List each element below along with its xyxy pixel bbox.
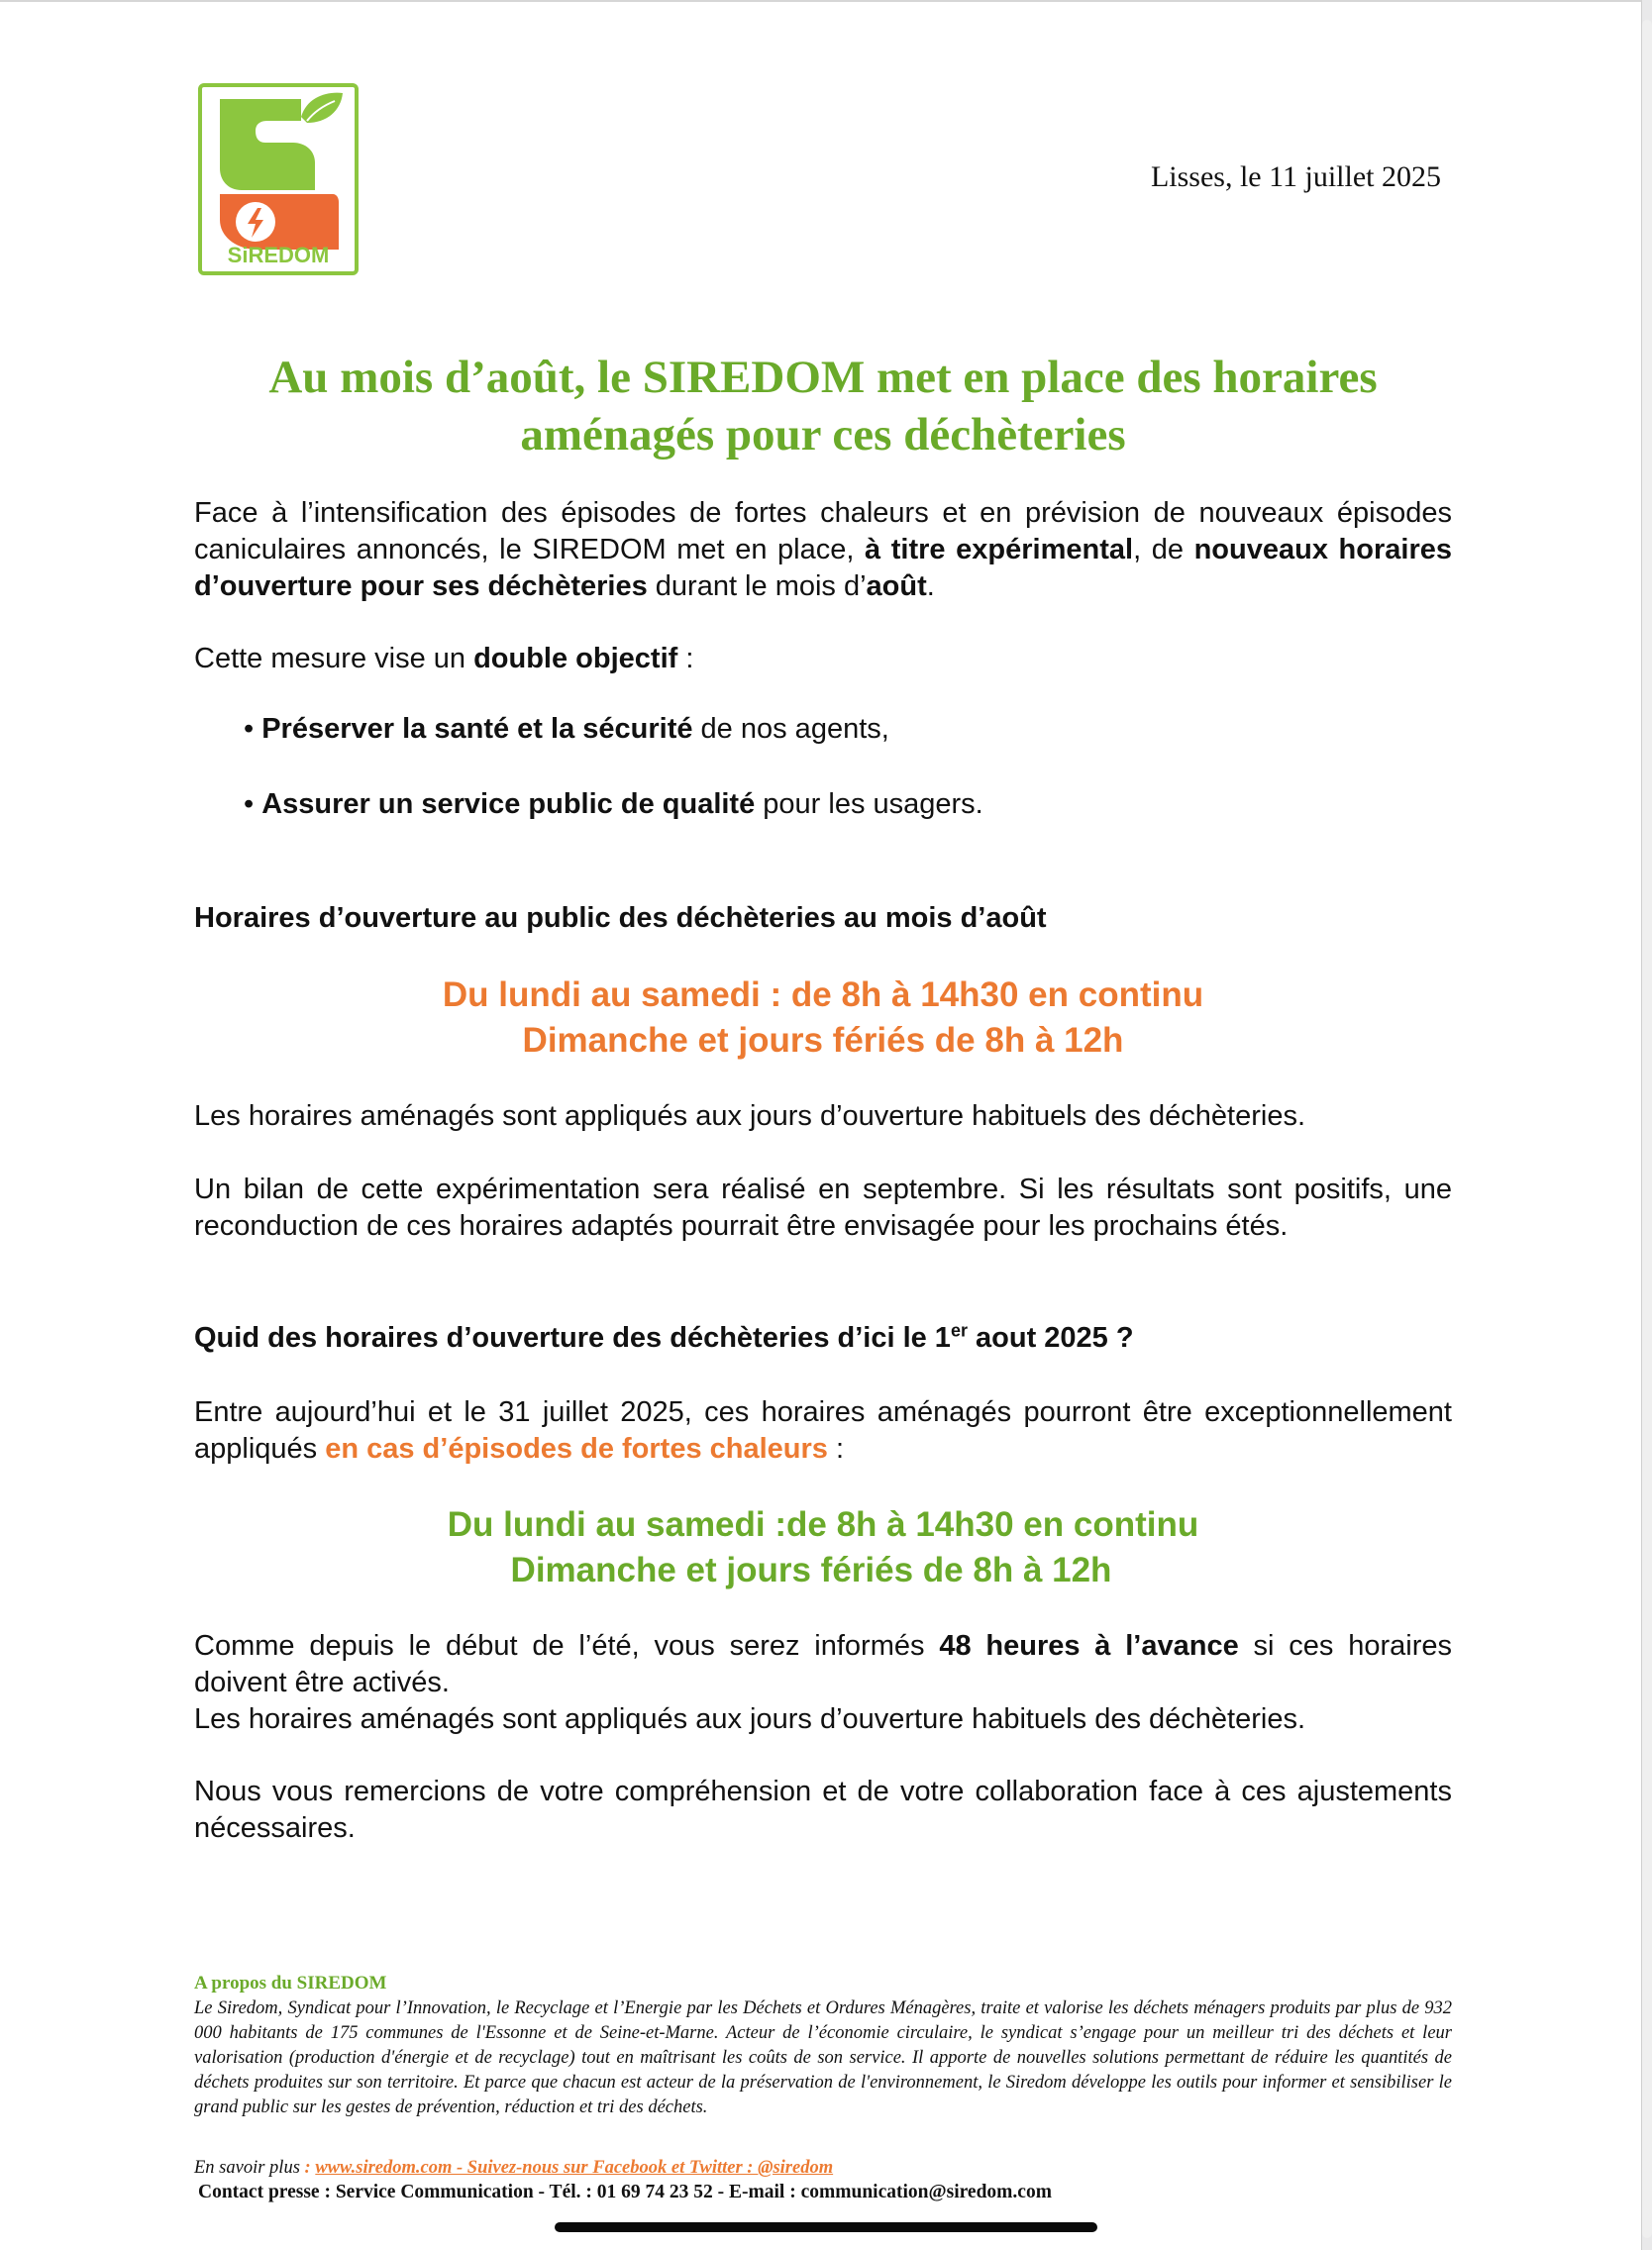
intro-text: durant le mois d’ — [647, 570, 867, 602]
title-line-1: Au mois d’août, le SIREDOM met en place des horaires — [268, 352, 1378, 403]
hours-line: Dimanche et jours fériés de 8h à 12h — [510, 1551, 1112, 1589]
informed-emphasis: 48 heures à l’avance — [939, 1630, 1239, 1662]
about-body: Le Siredom, Syndicat pour l’Innovation, le Recyclage et l’Energie par les Déchets et Ordures Ménagères, traite et valorise les déchets ménagers produits par plus de 932 000 habitants de 175 communes de l'Essonne et de Seine-et-Marne. Acteur de l’économie circulaire, le syndicat s’engage pour un meilleur tri des déchets et leur valorisation (production d'énergie et de recyclage) tout en maîtrisant les coûts de son service. Il apporte de nouvelles solutions permettant de réduire les quantités de déchets produites sur son territoire. Et parce que chacun est acteur de la préservation de l'environnement, le Siredom développe les outils pour informer et sensibiliser le grand public sur les gestes de prévention, réduction et tri des déchets. — [194, 1998, 1452, 2117]
informed-text: si ces horaires doivent être activés. — [194, 1630, 1452, 1698]
between-text: Entre aujourd’hui et le 31 juillet 2025, ces horaires aménagés pourront être exceptionnellement appliqués — [194, 1396, 1452, 1465]
applied-paragraph: Les horaires aménagés sont appliqués aux jours d’ouverture habituels des déchèteries. — [194, 1100, 1306, 1132]
heading-superscript: er — [950, 1320, 968, 1341]
hours-line: Du lundi au samedi :de 8h à 14h30 en continu — [447, 1505, 1199, 1544]
bilan-paragraph: Un bilan de cette expérimentation sera réalisé en septembre. Si les résultats sont positifs, une reconduction de ces horaires adaptés pourrait être envisagée pour les prochains étés. — [194, 1174, 1452, 1242]
informed-paragraph — [194, 1628, 1452, 1701]
bullet-text: de nos agents, — [692, 713, 889, 745]
logo-text: SiREDOM — [227, 243, 330, 267]
between-paragraph — [194, 1394, 1452, 1468]
bullet-item — [244, 786, 983, 823]
intro-emphasis: août — [866, 570, 927, 602]
between-highlight: en cas d’épisodes de fortes chaleurs — [325, 1433, 828, 1465]
bullet-item — [244, 711, 889, 748]
siredom-logo — [198, 83, 359, 275]
section-heading-before-august — [194, 1322, 1134, 1355]
about-title: A propos du SIREDOM — [194, 1973, 387, 1994]
july-hours — [194, 1502, 1452, 1593]
intro-text: Face à l’intensification des épisodes de fortes chaleurs et en prévision de nouveaux épisodes caniculaires annoncés, le SIREDOM met en place, — [194, 497, 1452, 565]
more-label: En savoir plus — [194, 2158, 305, 2178]
objective-text: Cette mesure vise un — [194, 643, 474, 674]
objective-emphasis: double objectif — [473, 643, 678, 674]
hours-line: Du lundi au samedi : de 8h à 14h30 en continu — [442, 975, 1204, 1014]
document-title — [194, 349, 1452, 463]
bullet-dot: • — [244, 713, 262, 745]
section-heading-august: Horaires d’ouverture au public des déchèteries au mois d’août — [194, 902, 1047, 934]
heading-text: aout 2025 ? — [967, 1322, 1134, 1354]
more-info-line — [194, 2156, 1452, 2181]
website-social-link[interactable]: www.siredom.com - Suivez-nous sur Facebook et Twitter : @siredom — [315, 2158, 834, 2178]
intro-emphasis: nouveaux horaires d’ouverture pour ses déchèteries — [194, 534, 1452, 602]
title-line-2: aménagés pour ces déchèteries — [520, 409, 1126, 460]
press-contact: Contact presse : Service Communication - Tél. : 01 69 74 23 52 - E-mail : communication@siredom.com — [198, 2182, 1052, 2202]
bullet-emphasis: Assurer un service public de qualité — [261, 788, 756, 820]
heading-text: Quid des horaires d’ouverture des déchèteries d’ici le 1 — [194, 1322, 951, 1354]
august-hours — [194, 972, 1452, 1064]
scrollbar[interactable] — [1642, 20, 1652, 2238]
document-date: Lisses, le 11 juillet 2025 — [1150, 160, 1441, 193]
bullet-text: pour les usagers. — [755, 788, 983, 820]
applied-paragraph-2: Les horaires aménagés sont appliqués aux jours d’ouverture habituels des déchèteries. — [194, 1703, 1306, 1735]
between-text: : — [827, 1433, 845, 1465]
intro-paragraph — [194, 495, 1452, 605]
bullet-emphasis: Préserver la santé et la sécurité — [261, 713, 693, 745]
home-indicator[interactable] — [555, 2222, 1097, 2232]
intro-text: , de — [1133, 534, 1194, 565]
informed-text: Comme depuis le début de l’été, vous serez informés — [194, 1630, 940, 1662]
more-separator: : — [304, 2158, 316, 2178]
intro-text: . — [926, 570, 935, 602]
objective-text: : — [677, 643, 694, 674]
bullet-dot: • — [244, 788, 262, 820]
hours-line: Dimanche et jours fériés de 8h à 12h — [522, 1021, 1124, 1060]
objective-paragraph — [194, 641, 1452, 677]
thanks-paragraph: Nous vous remercions de votre compréhension et de votre collaboration face à ces ajustements nécessaires. — [194, 1776, 1452, 1844]
intro-emphasis: à titre expérimental — [865, 534, 1134, 565]
